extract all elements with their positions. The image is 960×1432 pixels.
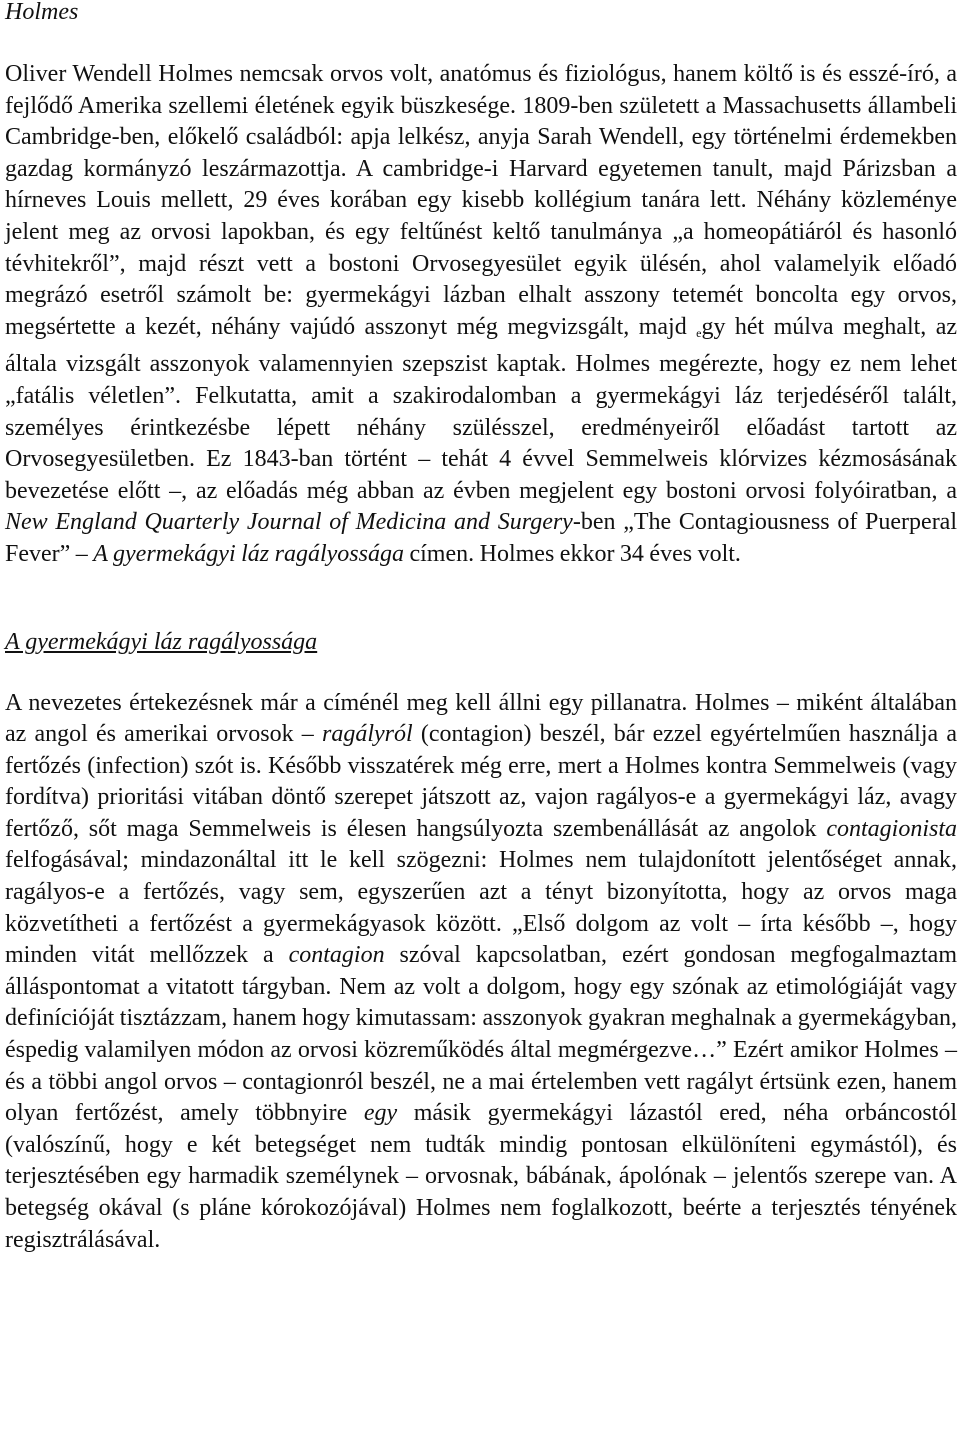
paragraph-text: A nevezetes értekezésnek már a címénél meg kell állni egy pillanatra. Holmes – miként általában az angol és amerikai orvosok – bbox=[5, 689, 957, 748]
paragraph-text: címen. Holmes ekkor 34 éves volt. bbox=[403, 540, 741, 567]
italic-term: contagionista bbox=[826, 815, 957, 842]
article-title: A gyermekágyi láz ragályossága bbox=[93, 540, 404, 567]
paragraph-text: Oliver Wendell Holmes nemcsak orvos volt, anatómus és fiziológus, hanem költő is és esszé-író, a fejlődő Amerika szellemi életének egyik büszkesége. 1809-ben született a Massachusetts állambeli Cambridge-ben, előkelő családból: apja lelkész, anyja Sarah Wendell, egy történelmi érdemekben gazdag kormányzó leszármazottja. A cambridge-i Harvard egyetemen tanult, majd Párizsban a hírneves Louis mellett, 29 éves korában egy kisebb kollégium tanára lett. Néhány közleménye jelent meg az orvosi lapokban, és egy feltűnést keltő tanulmánya „a homeopátiáról és hasonló tévhitekről”, majd részt vett a bostoni Orvosegyesület egyik ülésén, ahol valamelyik előadó megrázó esetről számolt be: gyermekágyi lázban elhalt asszony tetemét boncolta egy orvos, megsértette a kezét, néhány vajúdó asszonyt még megvizsgált, majd bbox=[5, 61, 957, 340]
journal-title: New England Quarterly Journal of Medicina and Surgery bbox=[5, 509, 573, 536]
paragraph-text: -ben „The Contagiousness of Puerperal Fever” – bbox=[5, 509, 958, 567]
italic-term: ragályról bbox=[322, 721, 413, 748]
document-title: Holmes bbox=[5, 0, 79, 25]
italic-term: contagion bbox=[288, 942, 385, 969]
paragraph-text: gy hét múlva meghalt, az általa vizsgált asszonyok valamennyien szepszist kaptak. Holmes megérezte, hogy ez nem lehet „fatális véletlen”. Felkutatta, amit a szakirodalomban a gyermekágyi láz terjedéséről talált, személyes érintkezésbe lépett néhány szülésszel, eredményeiről előadást tartott az Orvosegyesületben. Ez 1843-ban történt – tehát 4 évvel Semmelweis klórvizes kézmosásának bevezetése előtt –, az előadás még abban az évben megjelent egy bostoni orvosi folyóiratban, a bbox=[5, 313, 958, 504]
paragraph-holmes-intro bbox=[5, 59, 957, 571]
paragraph-text: szóval kapcsolatban, ezért gondosan megfogalmaztam álláspontomat a vitatott tárgyban. Nem az volt a dolgom, hogy egy szónak az etimológiáját vagy definícióját tisztázzam, hanem hogy kimutassam: asszonyok gyakran meghalnak a gyermekágyban, éspedig valamilyen módon az orvosi közreműködés által megmérgezve…” Ezért amikor Holmes – és a többi angol orvos – contagionról beszél, ne a mai értelemben vett ragályt értsünk ezen, hanem olyan fertőzést, amely többnyire bbox=[5, 942, 957, 1127]
paragraph-text: másik gyermekágyi lázastól ered, néha orbáncostól (valószínű, hogy e két betegséget nem tudták mindig pontosan elkülöníteni egymástól), és terjesztésében egy harmadik személynek – orvosnak, bábának, ápolónak – jelentős szerepe van. A betegség okával (s pláne kórokozójával) Holmes nem foglalkozott, beérte a terjesztés tényének regisztrálásával. bbox=[5, 1100, 957, 1253]
paragraph-text: felfogásával; mindazonáltal itt le kell szögezni: Holmes nem tulajdonított jelentőséget annak, ragályos-e a fertőzés, vagy sem, egyszerűen azt a tényt bizonyította, hogy az orvos maga közvetítheti a fertőzést a gyermekágyasok között. „Első dolgom az volt – írta később –, hogy minden vitát mellőzzek a bbox=[5, 847, 957, 969]
subscript-letter: e bbox=[696, 325, 702, 340]
document-page bbox=[5, 0, 957, 1256]
italic-term: egy bbox=[363, 1100, 398, 1127]
paragraph-contagion bbox=[5, 688, 957, 1257]
section-heading: A gyermekágyi láz ragályossága bbox=[5, 628, 318, 655]
paragraph-text: (contagion) beszél, bár ezzel egyértelműen használja a fertőzés (infection) szót is. Később visszatérek még erre, mert a Holmes kontra Semmelweis (vagy fordítva) prioritási vitában döntő szerepet játszott az, vajon ragályos-e a gyermekágyi láz, avagy fertőző, sőt maga Semmelweis is élesen hangsúlyozta szembenállását az angolok bbox=[5, 721, 957, 842]
